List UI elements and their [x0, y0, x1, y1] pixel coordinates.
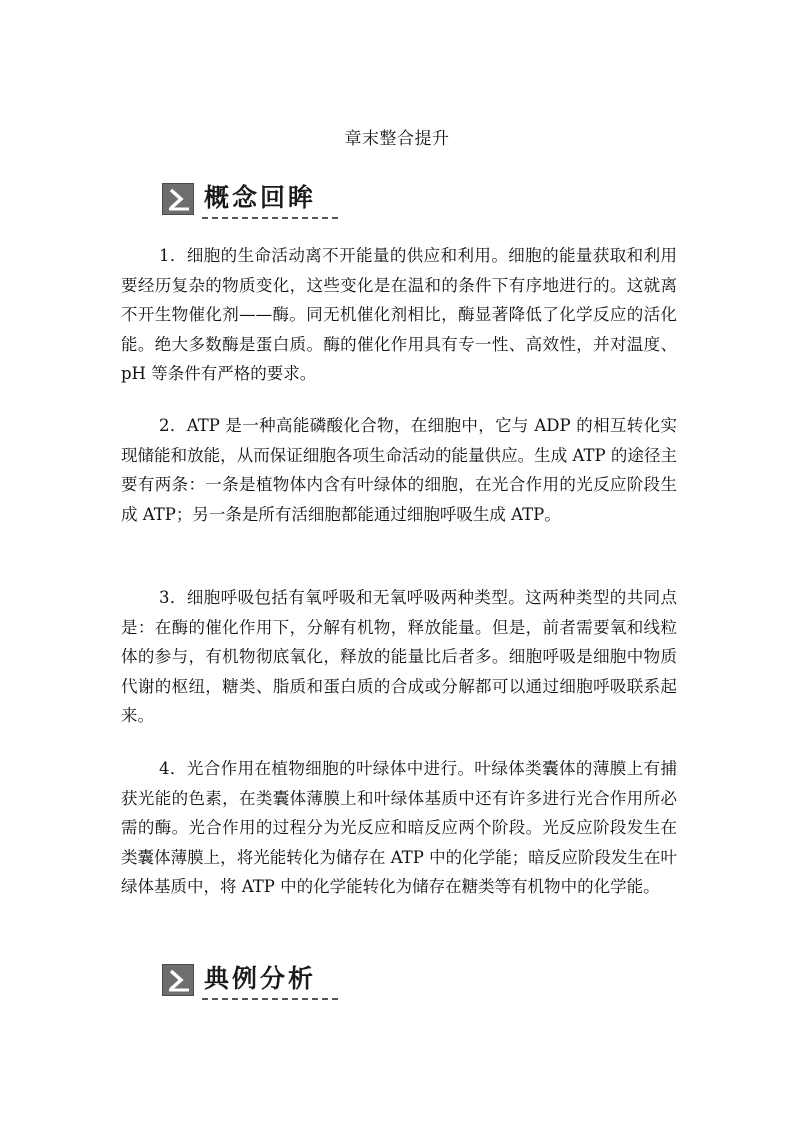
paragraph-3: 3．细胞呼吸包括有氧呼吸和无氧呼吸两种类型。这两种类型的共同点是：在酶的催化作用下，分解有机物，释放能量。但是，前者需要氧和线粒体的参与，有机物彻底氧化，释放的能量比后者多。细胞呼吸是细胞中物质代谢的枢纽，糖类、脂质和蛋白质的合成或分解都可以通过细胞呼吸联系起来。: [121, 588, 677, 725]
paragraph-4: 4．光合作用在植物细胞的叶绿体中进行。叶绿体类囊体的薄膜上有捕获光能的色素，在类囊体薄膜上和叶绿体基质中还有许多进行光合作用所必需的酶。光合作用的过程分为光反应和暗反应两个阶段。光反应阶段发生在类囊体薄膜上，将光能转化为储存在 ATP 中的化学能；暗反应阶段发生在叶绿体基质中，将 ATP 中的化学能转化为储存在糖类等有机物中的化学能。: [121, 759, 677, 896]
arrow-icon: [162, 964, 194, 996]
arrow-icon: [162, 183, 194, 215]
section-heading-concept-review: [162, 181, 340, 221]
section-heading-underline: [202, 217, 338, 219]
paragraph-2: 2．ATP 是一种高能磷酸化合物，在细胞中，它与 ADP 的相互转化实现储能和放能，从而保证细胞各项生命活动的能量供应。生成 ATP 的途径主要有两条：一条是植物体内含有叶绿体的细胞，在光合作用的光反应阶段生成 ATP；另一条是所有活细胞都能通过细胞呼吸生成 ATP。: [121, 416, 677, 524]
section-heading-label: 概念回眸: [204, 183, 317, 212]
section-heading-label: 典例分析: [204, 964, 317, 993]
page-title: 章末整合提升: [344, 129, 450, 149]
section-heading-example-analysis: [162, 962, 340, 1002]
paragraph-1: 1．细胞的生命活动离不开能量的供应和利用。细胞的能量获取和利用要经历复杂的物质变化，这些变化是在温和的条件下有序地进行的。这就离不开生物催化剂——酶。同无机催化剂相比，酶显著降低了化学反应的活化能。绝大多数酶是蛋白质。酶的催化作用具有专一性、高效性，并对温度、pH 等条件有严格的要求。: [121, 246, 677, 383]
section-heading-underline: [202, 998, 338, 1000]
